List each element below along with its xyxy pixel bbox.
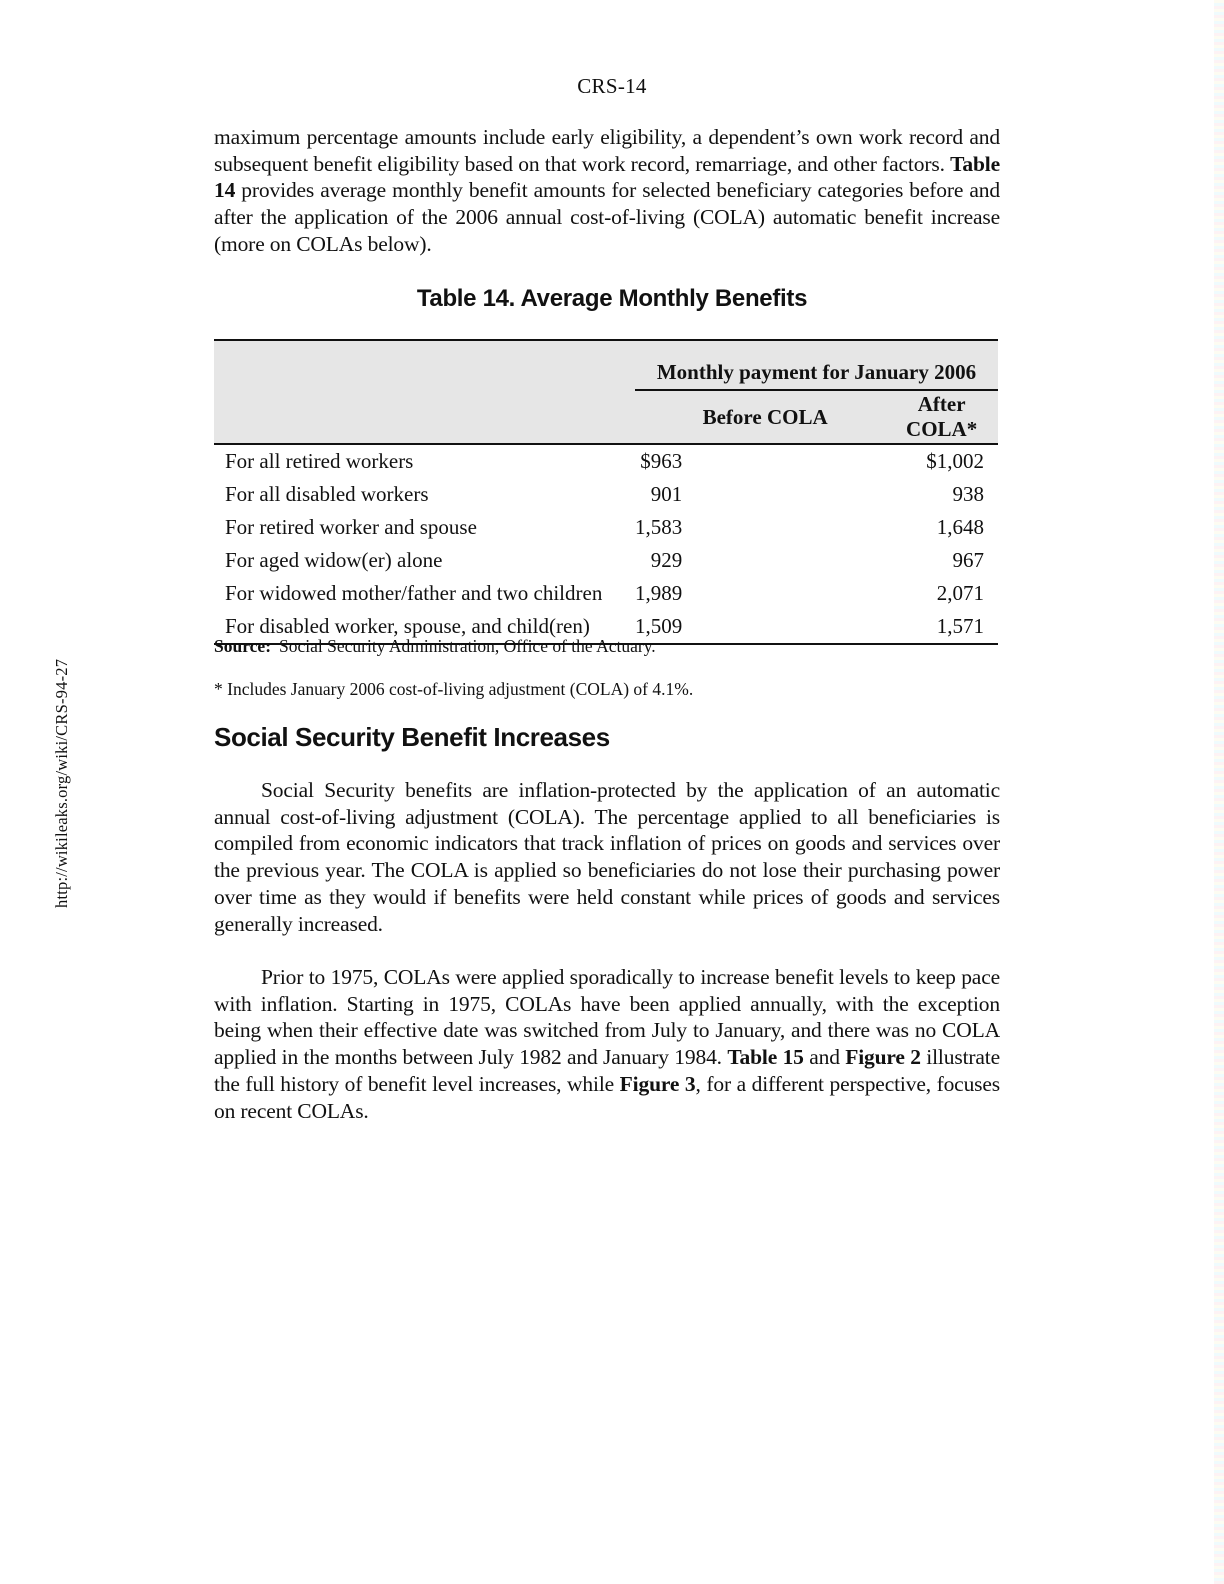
before-cola-value: $963: [640, 449, 683, 473]
intro-text-1: maximum percentage amounts include early eligibility, a dependent’s own work record and subsequent benefit eligibility based on that work record, remarriage, and other factors.: [214, 125, 1000, 176]
page-number: CRS-14: [577, 74, 647, 98]
before-cola-value: 1,583: [635, 515, 683, 539]
benefits-table: [214, 339, 998, 645]
paragraph2-text-3: illustrate the full history of benefit level increases, while: [214, 1045, 1001, 1096]
table-row: [214, 544, 998, 577]
before-cola-value: 1,509: [635, 610, 876, 644]
table-15-reference: Table 15: [727, 1045, 804, 1070]
header-empty-cell: [214, 340, 635, 390]
table-row: [214, 511, 998, 544]
figure-3-reference: Figure 3: [619, 1071, 696, 1096]
table-reference: Table 14: [214, 151, 1000, 203]
row-label: For all disabled workers: [225, 482, 429, 506]
table-row: [214, 577, 998, 610]
page-edge-artifact: [1214, 0, 1224, 1584]
row-label: For aged widow(er) alone: [225, 548, 443, 572]
table-row: [214, 444, 998, 478]
header-empty-cell: [214, 390, 635, 444]
row-label: For all retired workers: [225, 449, 414, 473]
benefits-table-container: [214, 339, 998, 645]
after-cola-value: 938: [952, 482, 984, 506]
table-body: [214, 444, 998, 644]
group-header: Monthly payment for January 2006: [635, 340, 998, 390]
source-label: Source:: [214, 636, 272, 656]
after-cola-value: 1,571: [876, 610, 998, 644]
before-cola-value: 901: [650, 482, 683, 506]
after-cola-value: 967: [952, 548, 984, 572]
side-url-watermark: http://wikileaks.org/wiki/CRS-94-27: [52, 658, 71, 908]
row-label: For widowed mother/father and two children: [225, 581, 603, 605]
section-heading: Social Security Benefit Increases: [214, 722, 610, 752]
intro-text-2: provides average monthly benefit amounts for selected beneficiary categories before and after the application of the 2006 annual cost-of-living (COLA) automatic benefit increase (more on COLAs below).: [214, 178, 1000, 256]
table-title: Table 14. Average Monthly Benefits: [416, 285, 808, 312]
after-cola-value: $1,002: [926, 449, 984, 473]
section-paragraph-2: [214, 964, 1000, 1124]
source-text: Social Security Administration, Office of the Actuary.: [279, 636, 656, 656]
row-label: For disabled worker, spouse, and child(ren): [214, 610, 635, 644]
before-cola-value: 929: [650, 548, 683, 572]
figure-2-reference: Figure 2: [845, 1045, 921, 1070]
section-paragraph-1: Social Security benefits are inflation-protected by the application of an automatic annual cost-of-living adjustment (COLA). The percentage applied to all beneficiaries is compiled from economic indicators that track inflation of prices on goods and services over the previous year. The COLA is applied so beneficiaries do not lose their purchasing power over time as they would if benefits were held constant while prices of goods and services generally increased.: [214, 778, 1000, 936]
row-label: For retired worker and spouse: [225, 515, 477, 539]
after-cola-value: 1,648: [936, 515, 984, 539]
table-column-header-row: [214, 390, 998, 444]
table-source: [214, 636, 656, 657]
after-cola-value: 2,071: [936, 581, 984, 605]
intro-paragraph: [214, 124, 1000, 258]
column-header-before-cola: Before COLA: [635, 390, 876, 444]
before-cola-value: 1,989: [635, 581, 683, 605]
table-group-header-row: [214, 340, 998, 390]
column-header-after-cola: After COLA*: [876, 390, 998, 444]
paragraph2-text-1: Prior to 1975, COLAs were applied sporadically to increase benefit levels to keep pace with inflation. Starting in 1975, COLAs have been applied annually, with the exception being when their effective date was switched from July to January, and there was no COLA applied in the months between July 1982 and January 1984.: [214, 965, 1000, 1070]
paragraph2-text-2: and: [803, 1045, 846, 1070]
table-row: [214, 478, 998, 511]
paragraph2-text-4: , for a different perspective, focuses on recent COLAs.: [214, 1071, 1000, 1123]
table-footnote: * Includes January 2006 cost-of-living adjustment (COLA) of 4.1%.: [214, 679, 694, 699]
